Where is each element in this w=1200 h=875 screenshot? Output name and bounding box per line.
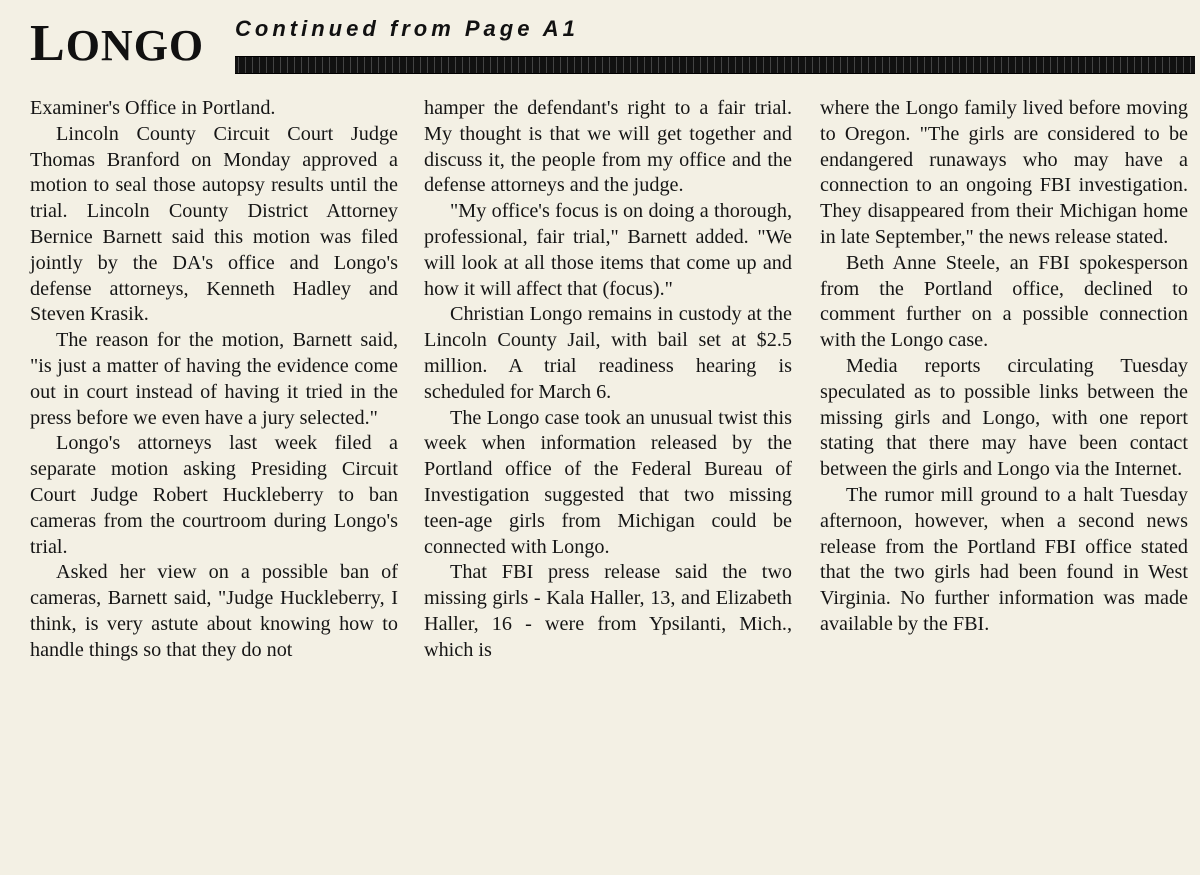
column-3 — [820, 96, 1188, 638]
paragraph: The rumor mill ground to a halt Tuesday afternoon, however, when a second news release from the Portland FBI office stated that the two girls had been found in West Virginia. No further information was made available by the FBI. — [820, 483, 1188, 635]
paragraph: Examiner's Office in Portland. — [30, 97, 276, 119]
paragraph: Longo's attorneys last week filed a separate motion asking Presiding Circuit Court Judge Robert Huckleberry to ban cameras from the courtroom during Longo's trial. — [30, 432, 398, 558]
paragraph: "My office's focus is on doing a thorough, professional, fair trial," Barnett added. "We will look at all those items that come up and how it will affect that (focus)." — [424, 200, 792, 300]
paragraph: That FBI press release said the two missing girls - Kala Haller, 13, and Elizabeth Haller, 16 - were from Ypsilanti, Mich., which is — [424, 561, 792, 661]
paragraph: Asked her view on a possible ban of cameras, Barnett said, "Judge Huckleberry, I think, is very astute about knowing how to handle things so that they do not — [30, 561, 398, 661]
header-rule — [235, 56, 1195, 74]
article-slug — [30, 14, 204, 76]
paragraph: Media reports circulating Tuesday speculated as to possible links between the missing girls and Longo, with one report stating that there may have been contact between the girls and Longo via the Internet. — [820, 354, 1188, 481]
paragraph: Lincoln County Circuit Court Judge Thomas Branford on Monday approved a motion to seal those autopsy results until the trial. Lincoln County District Attorney Bernice Barnett said this motion was filed jointly by the DA's office and Longo's defense attorneys, Kenneth Hadley and Steven Krasik. — [30, 122, 398, 326]
column-1 — [30, 96, 398, 664]
paragraph: The reason for the motion, Barnett said, "is just a matter of having the evidence come out in court instead of having it tried in the press before we even have a jury selected." — [30, 329, 398, 429]
jump-line: Continued from Page A1 — [235, 16, 579, 41]
article-body — [30, 96, 1190, 866]
paragraph: where the Longo family lived before moving to Oregon. "The girls are considered to be endangered runaways who may have a connection to an ongoing FBI investigation. They disappeared from their Michigan home in late September," the news release stated. — [820, 97, 1188, 248]
paragraph: Christian Longo remains in custody at the Lincoln County Jail, with bail set at $2.5 million. A trial readiness hearing is scheduled for March 6. — [424, 303, 792, 403]
article-header — [30, 10, 1190, 80]
paragraph: Beth Anne Steele, an FBI spokesperson from the Portland office, declined to comment further on a possible connection with the Longo case. — [820, 251, 1188, 352]
paragraph: hamper the defendant's right to a fair trial. My thought is that we will get together and discuss it, the people from my office and the defense attorneys and the judge. — [424, 97, 792, 197]
paragraph: The Longo case took an unusual twist this week when information released by the Portland office of the Federal Bureau of Investigation suggested that two missing teen-age girls from Michigan could be connected with Longo. — [424, 406, 792, 558]
column-2 — [424, 96, 792, 664]
slug-rest: ONGO — [65, 21, 205, 70]
slug-initial: L — [30, 15, 66, 72]
